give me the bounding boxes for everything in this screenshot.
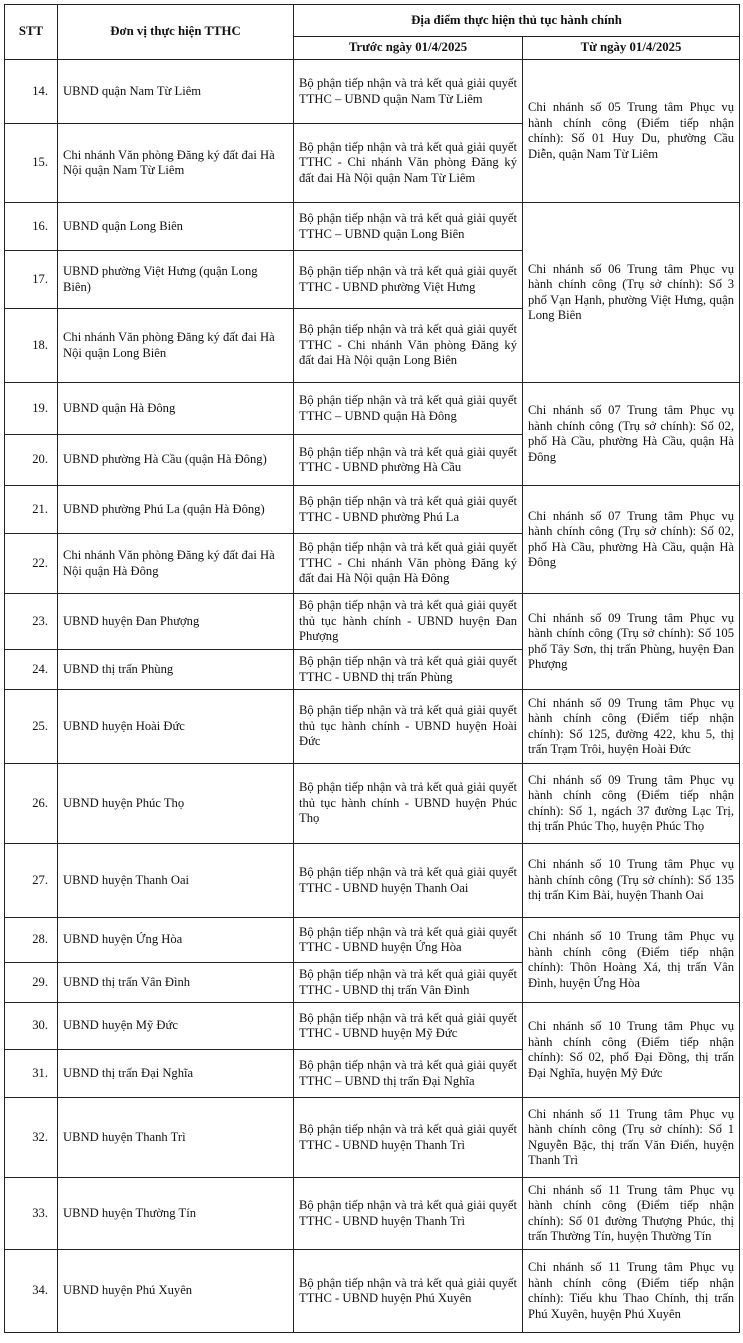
row-unit: UBND thị trấn Đại Nghĩa (58, 1050, 294, 1098)
row-unit: UBND huyện Thanh Oai (58, 844, 294, 918)
row-stt: 21. (5, 486, 58, 534)
header-place-group: Địa điểm thực hiện thủ tục hành chính (294, 5, 740, 37)
row-stt: 14. (5, 60, 58, 124)
row-unit: UBND phường Việt Hưng (quận Long Biên) (58, 251, 294, 309)
header-stt: STT (5, 5, 58, 60)
row-before-location: Bộ phận tiếp nhận và trả kết quả giải quyết TTHC - Chi nhánh Văn phòng Đăng ký đất đai Hà Nội quận Hà Đông (294, 534, 523, 594)
row-before-location: Bộ phận tiếp nhận và trả kết quả giải quyết TTHC – UBND quận Hà Đông (294, 383, 523, 435)
row-before-location: Bộ phận tiếp nhận và trả kết quả giải quyết TTHC – UBND thị trấn Đại Nghĩa (294, 1050, 523, 1098)
document-page (4, 4, 739, 1333)
after-location-group: Chi nhánh số 11 Trung tâm Phục vụ hành chính công (Trụ sở chính): Số 1 Nguyễn Bặc, thị trấn Văn Điển, huyện Thanh Trì (523, 1098, 740, 1178)
after-location-group: Chi nhánh số 05 Trung tâm Phục vụ hành chính công (Điểm tiếp nhận chính): Số 01 Huy Du, phường Cầu Diễn, quận Nam Từ Liêm (523, 60, 740, 203)
row-unit: UBND quận Hà Đông (58, 383, 294, 435)
row-before-location: Bộ phận tiếp nhận và trả kết quả giải quyết thủ tục hành chính - UBND huyện Phúc Thọ (294, 764, 523, 844)
row-before-location: Bộ phận tiếp nhận và trả kết quả giải quyết TTHC - UBND thị trấn Vân Đình (294, 963, 523, 1003)
row-stt: 34. (5, 1250, 58, 1333)
row-stt: 30. (5, 1003, 58, 1050)
after-location-group: Chi nhánh số 06 Trung tâm Phục vụ hành chính công (Trụ sở chính): Số 3 phố Vạn Hạnh, phường Việt Hưng, quận Long Biên (523, 203, 740, 383)
row-stt: 32. (5, 1098, 58, 1178)
after-location-group: Chi nhánh số 11 Trung tâm Phục vụ hành chính công (Điểm tiếp nhận chính): Số 01 đường Thượng Phúc, thị trấn Thường Tín, huyện Thường Tín (523, 1178, 740, 1250)
row-unit: UBND huyện Mỹ Đức (58, 1003, 294, 1050)
row-before-location: Bộ phận tiếp nhận và trả kết quả giải quyết TTHC – UBND quận Nam Từ Liêm (294, 60, 523, 124)
after-location-group: Chi nhánh số 10 Trung tâm Phục vụ hành chính công (Trụ sở chính): Số 135 thị trấn Kim Bài, huyện Thanh Oai (523, 844, 740, 918)
row-stt: 31. (5, 1050, 58, 1098)
row-before-location: Bộ phận tiếp nhận và trả kết quả giải quyết TTHC - UBND huyện Thanh Trì (294, 1178, 523, 1250)
row-unit: UBND huyện Phúc Thọ (58, 764, 294, 844)
after-location-group: Chi nhánh số 07 Trung tâm Phục vụ hành chính công (Trụ sở chính): Số 02, phố Hà Cầu, phường Hà Cầu, quận Hà Đông (523, 486, 740, 594)
row-stt: 29. (5, 963, 58, 1003)
row-stt: 20. (5, 435, 58, 486)
procedure-location-table (4, 4, 740, 1333)
after-location-group: Chi nhánh số 09 Trung tâm Phục vụ hành chính công (Trụ sở chính): Số 105 phố Tây Sơn, thị trấn Phùng, huyện Đan Phượng (523, 594, 740, 690)
row-before-location: Bộ phận tiếp nhận và trả kết quả giải quyết TTHC - UBND phường Hà Cầu (294, 435, 523, 486)
row-unit: UBND thị trấn Phùng (58, 650, 294, 690)
row-stt: 25. (5, 690, 58, 764)
after-location-group: Chi nhánh số 11 Trung tâm Phục vụ hành chính công (Điểm tiếp nhận chính): Tiểu khu Thao Chính, thị trấn Phú Xuyên, huyện Phú Xuyên (523, 1250, 740, 1333)
row-stt: 19. (5, 383, 58, 435)
row-before-location: Bộ phận tiếp nhận và trả kết quả giải quyết TTHC - Chi nhánh Văn phòng Đăng ký đất đai Hà Nội quận Long Biên (294, 309, 523, 383)
after-location-group: Chi nhánh số 09 Trung tâm Phục vụ hành chính công (Điểm tiếp nhận chính): Số 1, ngách 37 đường Lạc Trị, thị trấn Phúc Thọ, huyện Phúc Thọ (523, 764, 740, 844)
row-unit: UBND huyện Thường Tín (58, 1178, 294, 1250)
row-before-location: Bộ phận tiếp nhận và trả kết quả giải quyết TTHC - UBND phường Việt Hưng (294, 251, 523, 309)
row-stt: 15. (5, 124, 58, 203)
row-unit: UBND huyện Thanh Trì (58, 1098, 294, 1178)
row-unit: UBND huyện Đan Phượng (58, 594, 294, 650)
header-after: Từ ngày 01/4/2025 (523, 37, 740, 60)
row-before-location: Bộ phận tiếp nhận và trả kết quả giải quyết TTHC - UBND huyện Thanh Trì (294, 1098, 523, 1178)
row-before-location: Bộ phận tiếp nhận và trả kết quả giải quyết TTHC - UBND phường Phú La (294, 486, 523, 534)
row-stt: 16. (5, 203, 58, 251)
header-unit: Đơn vị thực hiện TTHC (58, 5, 294, 60)
row-unit: UBND huyện Phú Xuyên (58, 1250, 294, 1333)
row-stt: 18. (5, 309, 58, 383)
row-unit: UBND phường Phú La (quận Hà Đông) (58, 486, 294, 534)
after-location-group: Chi nhánh số 07 Trung tâm Phục vụ hành chính công (Trụ sở chính): Số 02, phố Hà Cầu, phường Hà Cầu, quận Hà Đông (523, 383, 740, 486)
after-location-group: Chi nhánh số 09 Trung tâm Phục vụ hành chính công (Điểm tiếp nhận chính): Số 125, đường 422, khu 5, thị trấn Trạm Trôi, huyện Hoài Đức (523, 690, 740, 764)
row-before-location: Bộ phận tiếp nhận và trả kết quả giải quyết TTHC – UBND quận Long Biên (294, 203, 523, 251)
row-unit: Chi nhánh Văn phòng Đăng ký đất đai Hà Nội quận Hà Đông (58, 534, 294, 594)
row-stt: 33. (5, 1178, 58, 1250)
after-location-group: Chi nhánh số 10 Trung tâm Phục vụ hành chính công (Điểm tiếp nhận chính): Thôn Hoàng Xá, thị trấn Vân Đình, huyện Ứng Hòa (523, 918, 740, 1003)
row-before-location: Bộ phận tiếp nhận và trả kết quả giải quyết TTHC - UBND huyện Phú Xuyên (294, 1250, 523, 1333)
row-unit: UBND quận Long Biên (58, 203, 294, 251)
row-unit: UBND phường Hà Cầu (quận Hà Đông) (58, 435, 294, 486)
row-before-location: Bộ phận tiếp nhận và trả kết quả giải quyết TTHC - UBND huyện Thanh Oai (294, 844, 523, 918)
row-stt: 27. (5, 844, 58, 918)
row-stt: 22. (5, 534, 58, 594)
row-unit: Chi nhánh Văn phòng Đăng ký đất đai Hà Nội quận Long Biên (58, 309, 294, 383)
row-before-location: Bộ phận tiếp nhận và trả kết quả giải quyết TTHC - UBND thị trấn Phùng (294, 650, 523, 690)
row-stt: 23. (5, 594, 58, 650)
row-unit: Chi nhánh Văn phòng Đăng ký đất đai Hà Nội quận Nam Từ Liêm (58, 124, 294, 203)
row-unit: UBND thị trấn Vân Đình (58, 963, 294, 1003)
row-stt: 26. (5, 764, 58, 844)
row-unit: UBND huyện Hoài Đức (58, 690, 294, 764)
header-before: Trước ngày 01/4/2025 (294, 37, 523, 60)
row-before-location: Bộ phận tiếp nhận và trả kết quả giải quyết TTHC - UBND huyện Ứng Hòa (294, 918, 523, 963)
row-unit: UBND huyện Ứng Hòa (58, 918, 294, 963)
row-stt: 28. (5, 918, 58, 963)
row-stt: 17. (5, 251, 58, 309)
row-before-location: Bộ phận tiếp nhận và trả kết quả giải quyết thủ tục hành chính - UBND huyện Hoài Đức (294, 690, 523, 764)
row-before-location: Bộ phận tiếp nhận và trả kết quả giải quyết TTHC - UBND huyện Mỹ Đức (294, 1003, 523, 1050)
after-location-group: Chi nhánh số 10 Trung tâm Phục vụ hành chính công (Điểm tiếp nhận chính): Số 02, phố Đại Đồng, thị trấn Đại Nghĩa, huyện Mỹ Đức (523, 1003, 740, 1098)
row-unit: UBND quận Nam Từ Liêm (58, 60, 294, 124)
row-stt: 24. (5, 650, 58, 690)
row-before-location: Bộ phận tiếp nhận và trả kết quả giải quyết thủ tục hành chính - UBND huyện Đan Phượng (294, 594, 523, 650)
row-before-location: Bộ phận tiếp nhận và trả kết quả giải quyết TTHC - Chi nhánh Văn phòng Đăng ký đất đai Hà Nội quận Nam Từ Liêm (294, 124, 523, 203)
